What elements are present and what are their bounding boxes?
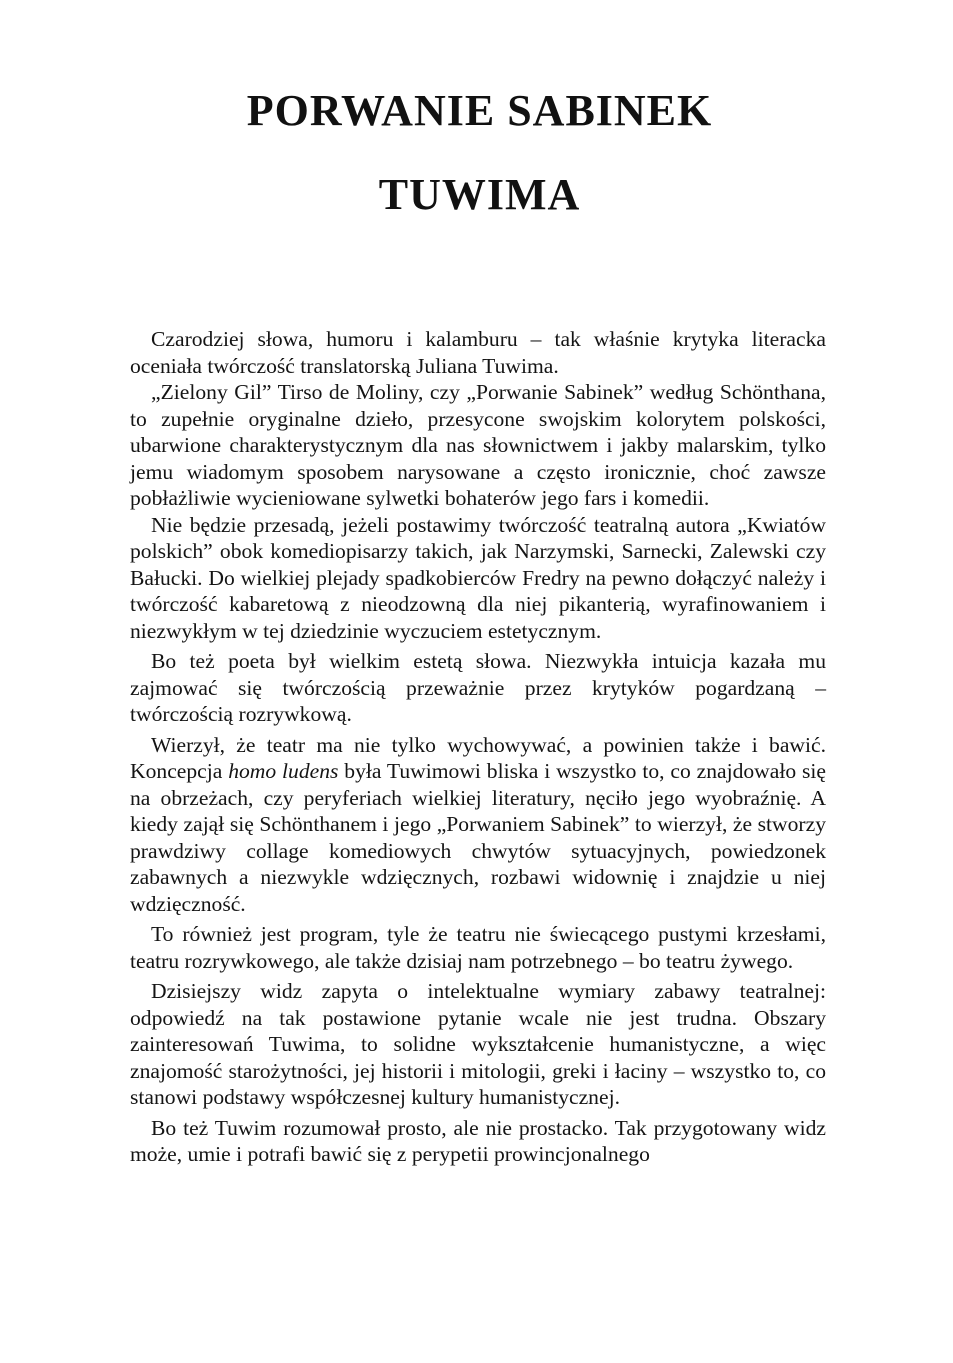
paragraph-3: Nie będzie przesadą, jeżeli postawimy twórczość teatralną autora „Kwiatów polskich” obok komediopisarzy takich, jak Narzymski, Sarnecki, Zalewski czy Bałucki. Do wielkiej plejady spadkobierców Fredry na pewno dołączyć należy i twórczość kabaretową z nieodzowną dla niej pikanterią, wyrafinowaniem i niezwykłym w tej dziedzinie wyczuciem estetycznym. bbox=[130, 512, 826, 643]
paragraph-6: To również jest program, tyle że teatru nie świecącego pustymi krzesłami, teatru rozrywkowego, ale także dzisiaj nam potrzebnego – bo teatru żywego. bbox=[130, 922, 826, 973]
article-body bbox=[130, 326, 826, 1168]
paragraph-4: Bo też poeta był wielkim estetą słowa. Niezwykła intuicja kazała mu zajmować się twórczością przeważnie przez krytyków pogardzaną – twórczością rozrywkową. bbox=[130, 649, 826, 726]
paragraph-7: Dzisiejszy widz zapyta o intelektualne wymiary zabawy teatralnej: odpowiedź na tak postawione pytanie wcale nie jest trudna. Obszary zainteresowań Tuwima, to solidne wykształcenie humanistyczne, a więc znajomość starożytności, jej historii i mitologii, greki i łaciny – wszystko to, co stanowi podstawy współczesnej kultury humanistycznej. bbox=[130, 979, 826, 1109]
title-line-2: TUWIMA bbox=[378, 170, 581, 219]
paragraph-5-italic: homo ludens bbox=[228, 759, 339, 783]
paragraph-2: „Zielony Gil” Tirso de Moliny, czy „Porwanie Sabinek” według Schönthana, to zupełnie oryginalne dzieło, przesycone swojskim kolorytem polskości, ubarwione charakterystycznym dla nas słownictwem i jakby malarskim, tylko jemu wiadomym sposobem narysowane a często ironicznie, choć zawsze pobłażliwie wycieniowane sylwetki bohaterów jego fars i komedii. bbox=[130, 380, 826, 510]
title-line-1: PORWANIE SABINEK bbox=[246, 86, 713, 135]
paragraph-5-start: Wierzył, że teatr ma nie tylko wychowywać, a powinien także i bawić. Koncepcja bbox=[130, 732, 826, 783]
paragraph-1: Czarodziej słowa, humoru i kalamburu – tak właśnie krytyka literacka oceniała twórczość translatorską Juliana Tuwima. bbox=[130, 327, 826, 378]
paragraph-5-end: była Tuwimowi bliska i wszystko to, co znajdowało się na obrzeżach, czy peryferiach wielkiej literatury, nęciło jego wyobraźnię. A kiedy zajął się Schönthanem i jego „Porwaniem Sabinek” to wierzył, że stworzy prawdziwy collage komediowych chwytów sytuacyjnych, powiedzonek zabawnych a niezwykle wdzięcznych, rozbawi widownię i znajdzie u niej wdzięczność. bbox=[130, 759, 826, 916]
paragraph-5 bbox=[130, 732, 826, 918]
paragraph-8: Bo też Tuwim rozumował prosto, ale nie prostacko. Tak przygotowany widz może, umie i potrafi bawić się z perypetii prowincjonalnego bbox=[130, 1115, 826, 1166]
